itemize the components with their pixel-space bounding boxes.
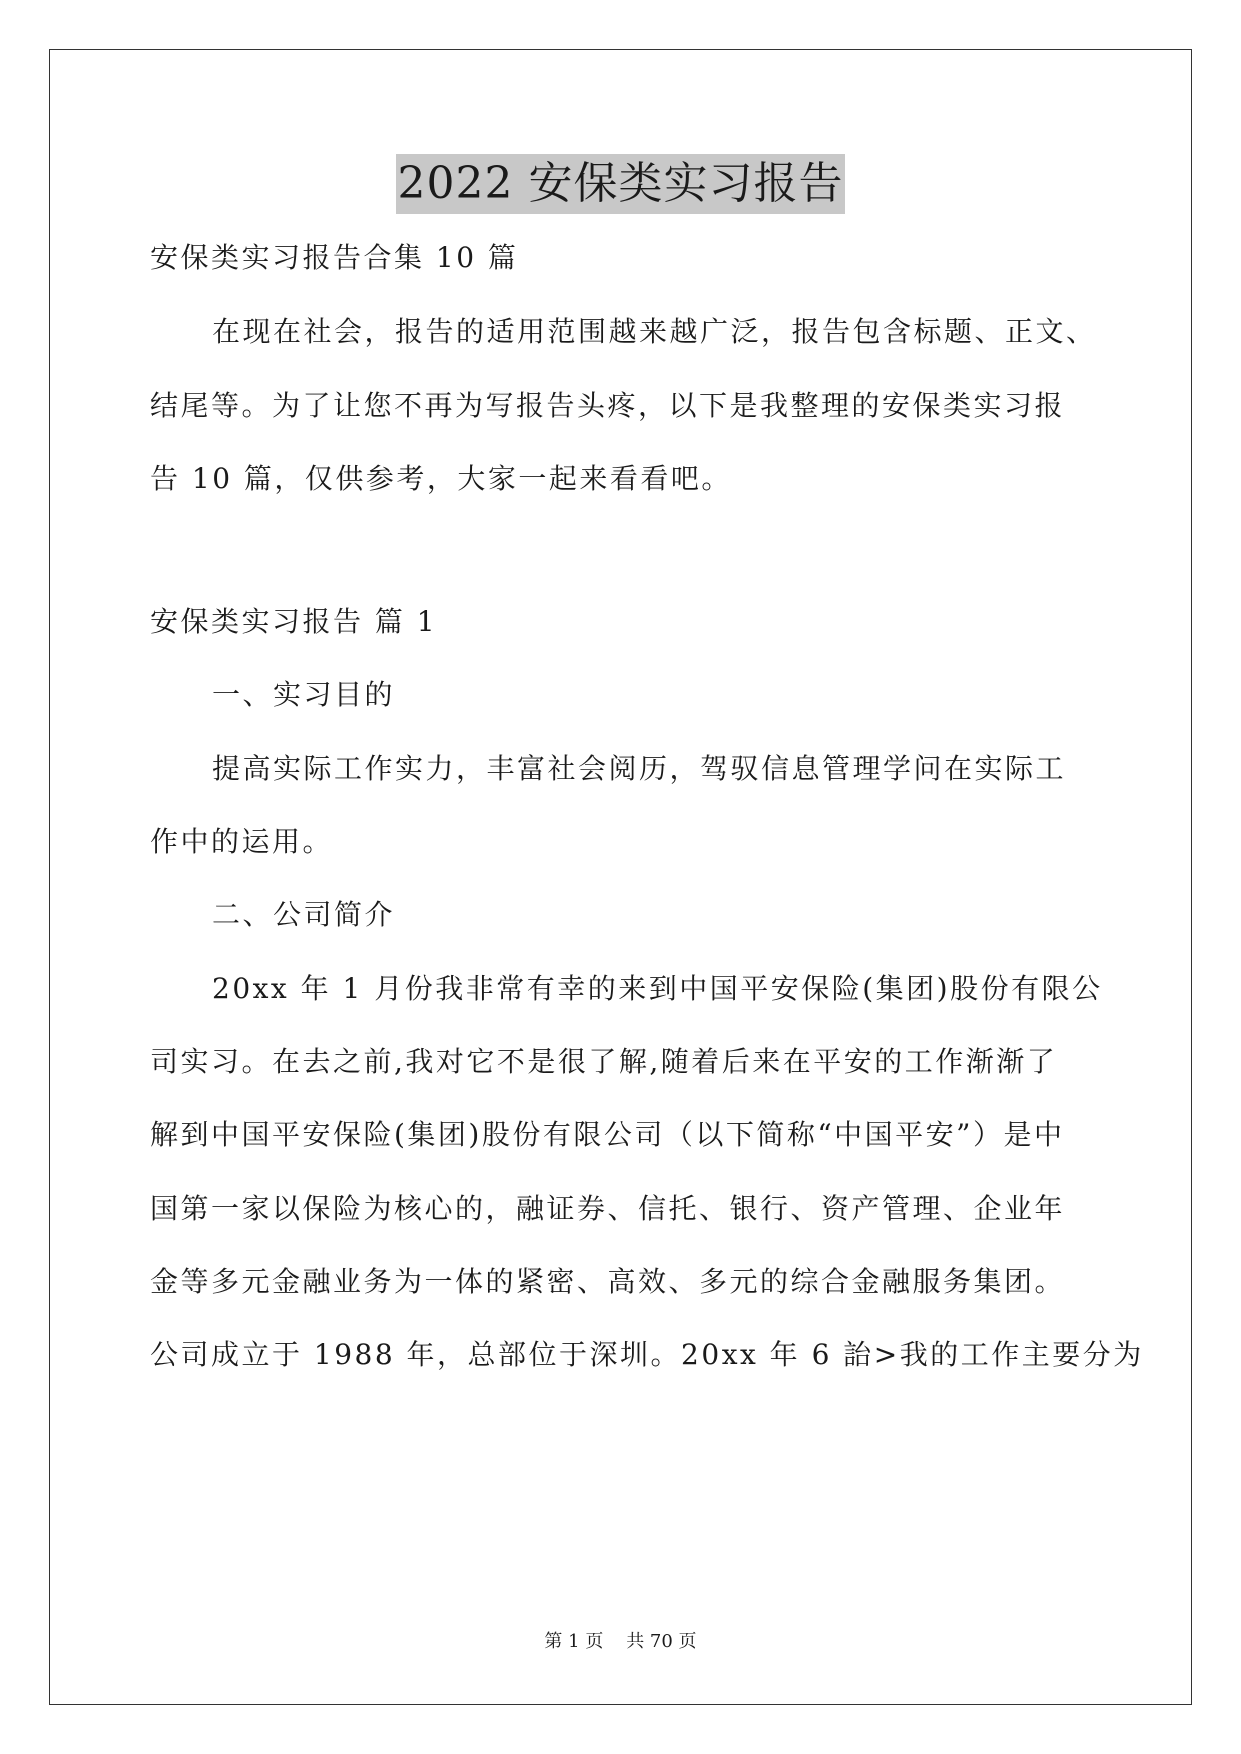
paragraph-line: 提高实际工作实力，丰富社会阅历，驾驭信息管理学问在实际工 bbox=[212, 752, 1067, 785]
paragraph-line: 司实习。在去之前,我对它不是很了解,随着后来在平安的工作渐渐了 bbox=[150, 1045, 1058, 1078]
paragraph-line: 作中的运用。 bbox=[150, 825, 334, 858]
section-heading: 安保类实习报告 篇 1 bbox=[150, 605, 438, 638]
page-number-footer: 第 1 页 共 70 页 bbox=[544, 1631, 697, 1652]
paragraph-line: 告 10 篇，仅供参考，大家一起来看看吧。 bbox=[150, 462, 732, 495]
paragraph-line: 金等多元金融业务为一体的紧密、高效、多元的综合金融服务集团。 bbox=[150, 1265, 1066, 1298]
document-title: 2022 安保类实习报告 bbox=[396, 154, 846, 214]
subtitle: 安保类实习报告合集 10 篇 bbox=[150, 241, 519, 274]
paragraph-line: 国第一家以保险为核心的，融证券、信托、银行、资产管理、企业年 bbox=[150, 1192, 1066, 1225]
paragraph-line: 结尾等。为了让您不再为写报告头疼，以下是我整理的安保类实习报 bbox=[150, 389, 1066, 422]
paragraph-line: 在现在社会，报告的适用范围越来越广泛，报告包含标题、正文、 bbox=[212, 315, 1097, 348]
title-wrapper bbox=[0, 154, 1241, 214]
subsection-heading: 一、实习目的 bbox=[212, 678, 396, 711]
paragraph-line: 解到中国平安保险(集团)股份有限公司（以下简称“中国平安”）是中 bbox=[150, 1118, 1065, 1151]
paragraph-line: 公司成立于 1988 年，总部位于深圳。20xx 年 6 詒>我的工作主要分为 bbox=[150, 1338, 1144, 1371]
page-border bbox=[49, 49, 1192, 1705]
subsection-heading: 二、公司简介 bbox=[212, 898, 396, 931]
paragraph-line: 20xx 年 1 月份我非常有幸的来到中国平安保险(集团)股份有限公 bbox=[212, 972, 1103, 1005]
